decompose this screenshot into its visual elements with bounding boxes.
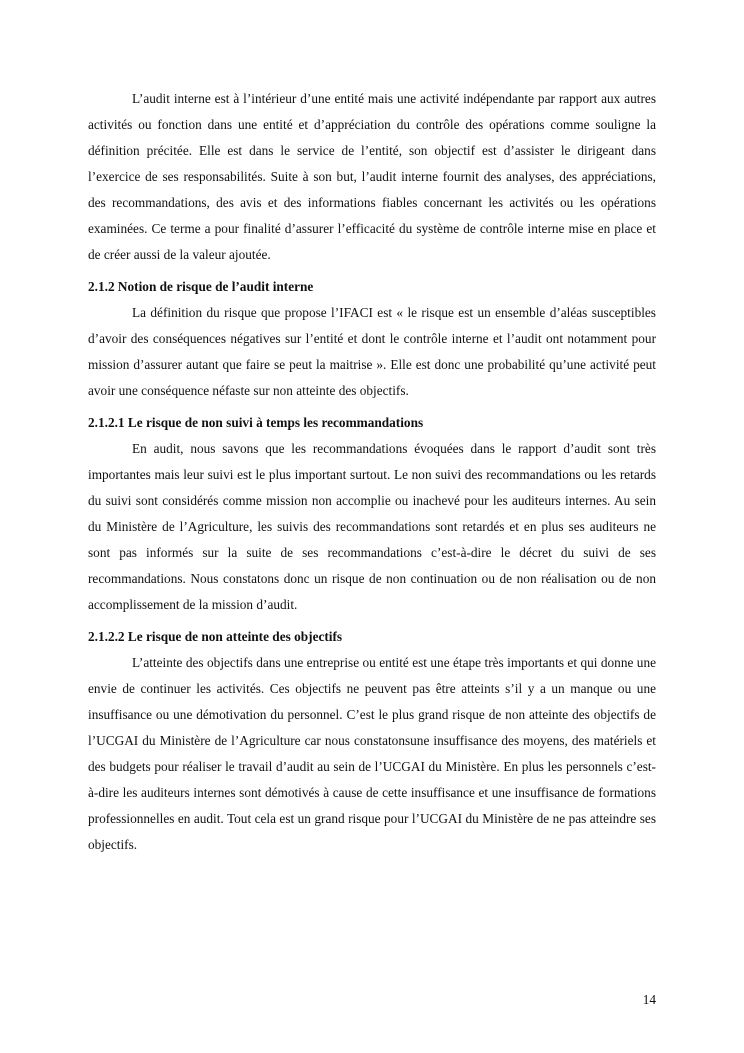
section-paragraph-2-1-2: La définition du risque que propose l’IFACI est « le risque est un ensemble d’aléas susceptibles d’avoir des conséquences négatives sur l’entité et dont le contrôle interne et l’audit ont notamment pour mission d’assurer autant que faire se peut la maitrise ». Elle est donc une probabilité qu’une activité peut avoir une conséquence néfaste sur non atteinte des objectifs. (88, 305, 656, 398)
section-heading-2-1-2-2: 2.1.2.2 Le risque de non atteinte des objectifs (88, 629, 343, 644)
document-page (88, 86, 656, 858)
section-paragraph-2-1-2-1: En audit, nous savons que les recommandations évoquées dans le rapport d’audit sont très importantes mais leur suivi est le plus important surtout. Le non suivi des recommandations ou les retards du suivi sont considérés comme mission non accomplie ou inachevé pour les auditeurs internes. Au sein du Ministère de l’Agriculture, les suivis des recommandations sont retardés et en plus ses auditeurs ne sont pas informés sur la suite de ses recommandations c’est-à-dire le décret du suivi de ses recommandations. Nous constatons donc un risque de non continuation ou de non réalisation ou de non accomplissement de la mission d’audit. (88, 441, 656, 612)
section-paragraph-2-1-2-2: L’atteinte des objectifs dans une entreprise ou entité est une étape très importants et qui donne une envie de continuer les activités. Ces objectifs ne peuvent pas être atteints s’il y a un manque ou une insuffisance ou une démotivation du personnel. C’est le plus grand risque de non atteinte des objectifs de l’UCGAI du Ministère de l’Agriculture car nous constatonsune insuffisance des moyens, des matériels et des budgets pour réaliser le travail d’audit au sein de l’UCGAI du Ministère. En plus les personnels c’est-à-dire les auditeurs internes sont démotivés à cause de cette insuffisance et une insuffisance de formations professionnelles en audit. Tout cela est un grand risque pour l’UCGAI du Ministère de ne pas atteindre ses objectifs. (88, 655, 656, 852)
page-number: 14 (642, 992, 656, 1007)
section-heading-2-1-2-1: 2.1.2.1 Le risque de non suivi à temps les recommandations (88, 415, 424, 430)
section-heading-2-1-2: 2.1.2 Notion de risque de l’audit interne (88, 279, 314, 294)
intro-paragraph: L’audit interne est à l’intérieur d’une entité mais une activité indépendante par rapport aux autres activités ou fonction dans une entité et d’appréciation du contrôle des opérations comme souligne la définition précitée. Elle est dans le service de l’entité, son objectif est d’assister le dirigeant dans l’exercice de ses responsabilités. Suite à son but, l’audit interne fournit des analyses, des appréciations, des recommandations, des avis et des informations fiables concernant les activités ou les opérations examinées. Ce terme a pour finalité d’assurer l’efficacité du système de contrôle interne mise en place et de créer aussi de la valeur ajoutée. (88, 91, 656, 262)
